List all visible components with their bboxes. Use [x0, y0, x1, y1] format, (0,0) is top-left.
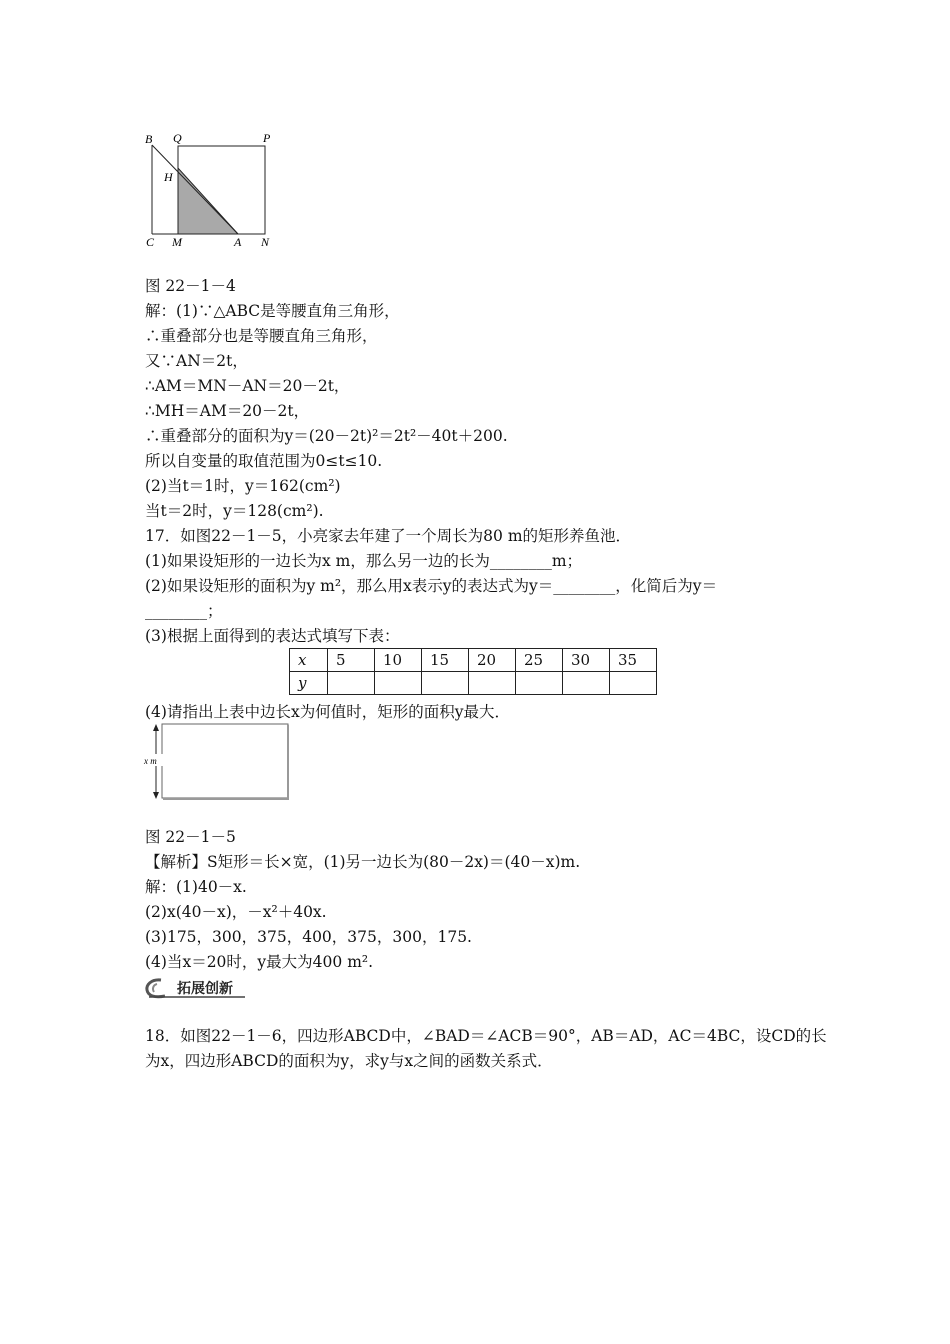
table-cell — [563, 672, 610, 695]
arrowhead-down-icon — [153, 792, 159, 799]
problem-17-q3: (3)根据上面得到的表达式填写下表： — [145, 627, 400, 645]
problem-17-q1: (1)如果设矩形的一边长为x m，那么另一边的长为________m； — [145, 552, 583, 570]
label-a: A — [234, 235, 242, 249]
table-cell — [328, 672, 375, 695]
label-n: N — [261, 235, 270, 249]
problem-18-line1: 18．如图22－1－6，四边形ABCD中，∠BAD＝∠ACB＝90°，AB＝AD，AC＝4BC，设CD的长 — [145, 1027, 827, 1045]
table-cell: 5 — [328, 649, 375, 672]
label-q: Q — [173, 131, 182, 145]
label-b: B — [145, 132, 153, 146]
table-cell: 15 — [422, 649, 469, 672]
solution-line: ∴AM＝MN－AN＝20－2t， — [145, 377, 350, 395]
label-h: H — [164, 170, 173, 184]
arrowhead-up-icon — [153, 724, 159, 731]
label-c: C — [146, 235, 155, 249]
solution-line: 所以自变量的取值范围为0≤t≤10. — [145, 452, 383, 470]
answer-line: (2)x(40－x)，－x²＋40x. — [145, 903, 327, 921]
problem-18-line2: 为x，四边形ABCD的面积为y，求y与x之间的函数关系式． — [145, 1052, 553, 1070]
label-m: M — [172, 235, 182, 249]
figure-caption-22-1-5: 图 22－1－5 — [145, 828, 236, 846]
table-cell: 10 — [375, 649, 422, 672]
section-badge-extension — [143, 976, 247, 1000]
table-cell — [375, 672, 422, 695]
table-row — [290, 672, 657, 695]
dimension-label: x m — [144, 756, 157, 766]
label-p: P — [263, 131, 271, 145]
problem-17-q2: (2)如果设矩形的面积为y m²，那么用x表示y的表达式为y＝________，化简后为y＝ — [145, 577, 718, 595]
table-cell — [422, 672, 469, 695]
solution-line: 解：(1)∵△ABC是等腰直角三角形， — [145, 302, 400, 320]
table-cell-y-label: y — [290, 672, 328, 695]
solution-line: (2)当t＝1时，y＝162(cm²) — [145, 477, 341, 495]
table-cell — [516, 672, 563, 695]
solution-line: 当t＝2时，y＝128(cm²). — [145, 502, 324, 520]
solution-line: 又∵AN＝2t， — [145, 352, 248, 370]
badge-swoosh-inner-icon — [153, 984, 157, 992]
solution-line: ∴重叠部分的面积为y＝(20－2t)²＝2t²－40t＋200. — [145, 427, 508, 445]
answer-line: (4)当x＝20时，y最大为400 m². — [145, 953, 374, 971]
table-cell: 25 — [516, 649, 563, 672]
table-row — [290, 649, 657, 672]
xy-value-table — [289, 648, 657, 695]
problem-17-q2-continued: ________； — [145, 602, 223, 620]
badge-swoosh-icon — [147, 980, 165, 997]
fish-pond-rectangle — [162, 724, 288, 798]
answer-line: 解：(1)40－x. — [145, 878, 247, 896]
solution-line: ∴重叠部分也是等腰直角三角形， — [145, 327, 378, 345]
badge-label: 拓展创新 — [177, 982, 233, 997]
problem-17-q4: (4)请指出上表中边长x为何值时，矩形的面积y最大． — [145, 703, 510, 721]
answer-line: (3)175，300，375，400，375，300，175. — [145, 928, 472, 946]
solution-line: ∴MH＝AM＝20－2t， — [145, 402, 310, 420]
table-cell — [469, 672, 516, 695]
figure-caption-22-1-4: 图 22－1－4 — [145, 277, 236, 295]
problem-17-stem: 17．如图22－1－5，小亮家去年建了一个周长为80 m的矩形养鱼池． — [145, 527, 632, 545]
table-cell — [610, 672, 657, 695]
figure-22-1-5 — [140, 722, 292, 802]
table-cell: 20 — [469, 649, 516, 672]
table-cell: 30 — [563, 649, 610, 672]
analysis-line: 【解析】S矩形＝长×宽，(1)另一边长为(80－2x)＝(40－x)m. — [145, 853, 581, 871]
table-cell-x-label: x — [290, 649, 328, 672]
figure-22-1-4 — [140, 128, 280, 250]
table-cell: 35 — [610, 649, 657, 672]
